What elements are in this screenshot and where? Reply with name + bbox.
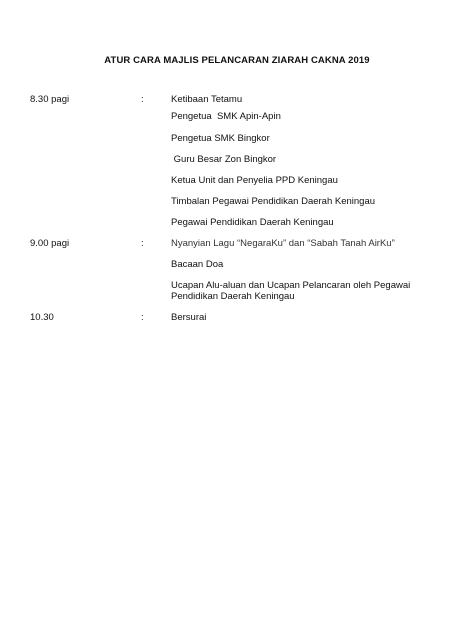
schedule-time: 9.00 pagi	[30, 238, 70, 249]
time-separator: :	[141, 94, 144, 105]
schedule-item: Ucapan Alu-aluan dan Ucapan Pelancaran oleh Pegawai	[171, 280, 411, 291]
time-separator: :	[141, 238, 144, 249]
schedule-item: Ketibaan Tetamu	[171, 94, 243, 105]
page-title: ATUR CARA MAJLIS PELANCARAN ZIARAH CAKNA 2019	[104, 55, 370, 66]
schedule-item: Pengetua SMK Apin-Apin	[171, 111, 281, 122]
schedule-time: 10.30	[30, 312, 54, 323]
schedule-item: Pegawai Pendidikan Daerah Keningau	[171, 217, 334, 228]
schedule-item: Bacaan Doa	[171, 259, 224, 270]
schedule-item: Bersurai	[171, 312, 207, 323]
schedule-item: Pendidikan Daerah Keningau	[171, 291, 295, 302]
schedule-item: Pengetua SMK Bingkor	[171, 133, 270, 144]
schedule-item: Ketua Unit dan Penyelia PPD Keningau	[171, 175, 338, 186]
schedule-item: Timbalan Pegawai Pendidikan Daerah Keningau	[171, 196, 376, 207]
time-separator: :	[141, 312, 144, 323]
schedule-item: Nyanyian Lagu “NegaraKu” dan “Sabah Tanah AirKu”	[171, 238, 395, 249]
schedule-time: 8.30 pagi	[30, 94, 70, 105]
schedule-item: Guru Besar Zon Bingkor	[171, 154, 277, 165]
